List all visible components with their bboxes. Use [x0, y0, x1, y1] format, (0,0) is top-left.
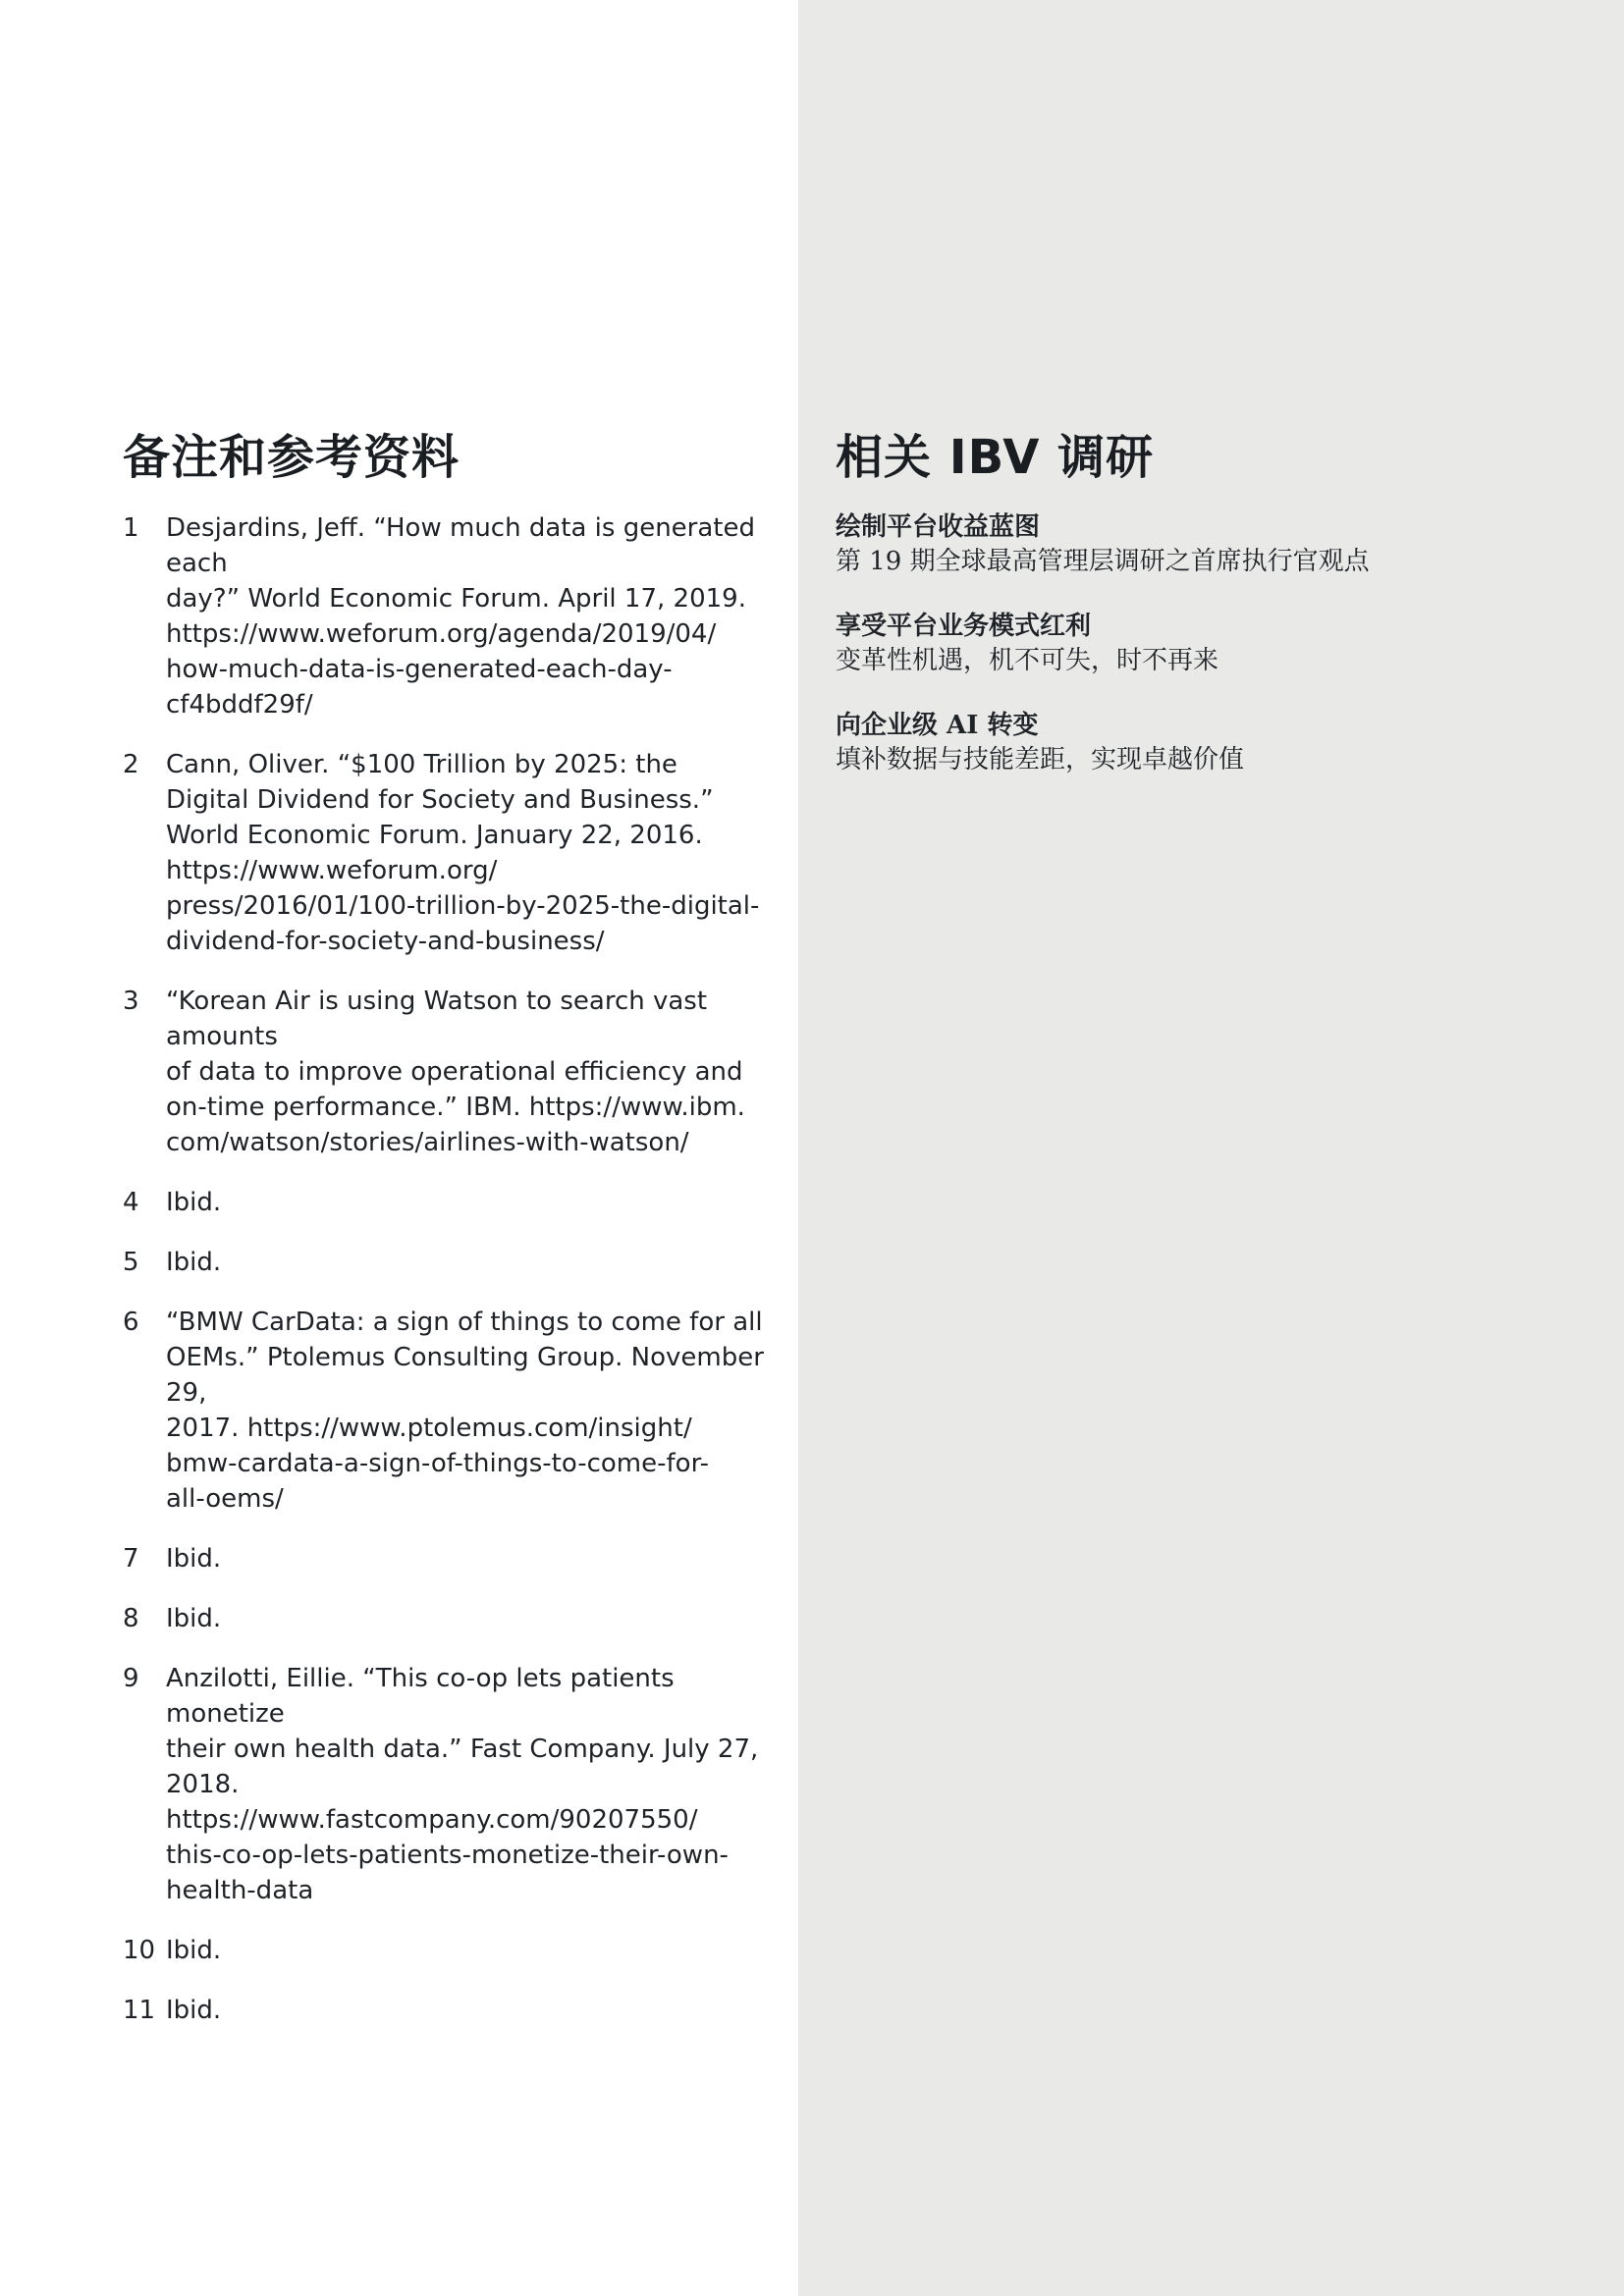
note-item — [123, 1601, 771, 1636]
note-number: 9 — [123, 1664, 139, 1693]
note-number: 2 — [123, 750, 139, 779]
related-research-title: 相关 IBV 调研 — [836, 430, 1155, 485]
note-item — [123, 1185, 771, 1220]
related-study-item[interactable] — [836, 510, 1601, 579]
related-research-panel — [798, 0, 1624, 2296]
note-number: 5 — [123, 1248, 139, 1277]
note-number: 11 — [123, 1996, 156, 2025]
related-study-list — [836, 510, 1601, 808]
study-title: 绘制平台收益蓝图 — [836, 512, 1041, 542]
note-text: Ibid. — [166, 1188, 222, 1217]
related-study-item[interactable] — [836, 610, 1601, 678]
related-study-item[interactable] — [836, 709, 1601, 777]
note-item — [123, 1245, 771, 1280]
note-text: Ibid. — [166, 1604, 222, 1633]
note-text: Ibid. — [166, 1544, 222, 1574]
note-number: 7 — [123, 1544, 139, 1574]
study-subtitle: 填补数据与技能差距，实现卓越价值 — [836, 745, 1245, 774]
study-subtitle: 第 19 期全球最高管理层调研之首席执行官观点 — [836, 547, 1370, 576]
note-item — [123, 1933, 771, 1968]
note-item — [123, 1993, 771, 2028]
note-item — [123, 1541, 771, 1576]
notes-title: 备注和参考资料 — [123, 430, 460, 485]
note-item — [123, 984, 771, 1160]
note-number: 8 — [123, 1604, 139, 1633]
note-number: 6 — [123, 1308, 139, 1337]
note-text: Anzilotti, Eillie. “This co-op lets patients monetize their own health data.” Fast Company. July 27, 2018. https://www.fastcompany.com/90207550/ this-co-op-lets-patients-monetize-their-own- health-data — [166, 1664, 759, 1905]
notes-panel — [0, 0, 798, 2296]
note-text: Cann, Oliver. “$100 Trillion by 2025: the Digital Dividend for Society and Business.” World Economic Forum. January 22, 2016. https://www.weforum.org/ press/2016/01/100-trillion-by-2025-the-digital- dividend-for-society-and-business/ — [166, 750, 760, 956]
note-text: Ibid. — [166, 1248, 222, 1277]
notes-list — [123, 510, 771, 2053]
note-text: “Korean Air is using Watson to search vast amounts of data to improve operational efficiency and on-time performance.” IBM. https://www.ibm. com/watson/stories/airlines-with-watson/ — [166, 987, 745, 1157]
note-number: 3 — [123, 987, 139, 1016]
note-item — [123, 747, 771, 959]
note-item — [123, 1305, 771, 1517]
study-title: 享受平台业务模式红利 — [836, 612, 1092, 641]
note-number: 10 — [123, 1936, 156, 1965]
study-subtitle: 变革性机遇，机不可失，时不再来 — [836, 646, 1219, 675]
note-number: 4 — [123, 1188, 139, 1217]
note-item — [123, 510, 771, 722]
note-text: “BMW CarData: a sign of things to come for all OEMs.” Ptolemus Consulting Group. November 29, 2017. https://www.ptolemus.com/insight/ bmw-cardata-a-sign-of-things-to-come-for- all-oems/ — [166, 1308, 764, 1514]
study-title: 向企业级 AI 转变 — [836, 711, 1039, 740]
note-number: 1 — [123, 513, 139, 543]
note-text: Ibid. — [166, 1936, 222, 1965]
note-text: Ibid. — [166, 1996, 222, 2025]
note-text: Desjardins, Jeff. “How much data is generated each day?” World Economic Forum. April 17, 2019. https://www.weforum.org/agenda/2019/04/ how-much-data-is-generated-each-day- cf4bddf29f/ — [166, 513, 755, 720]
note-item — [123, 1661, 771, 1908]
